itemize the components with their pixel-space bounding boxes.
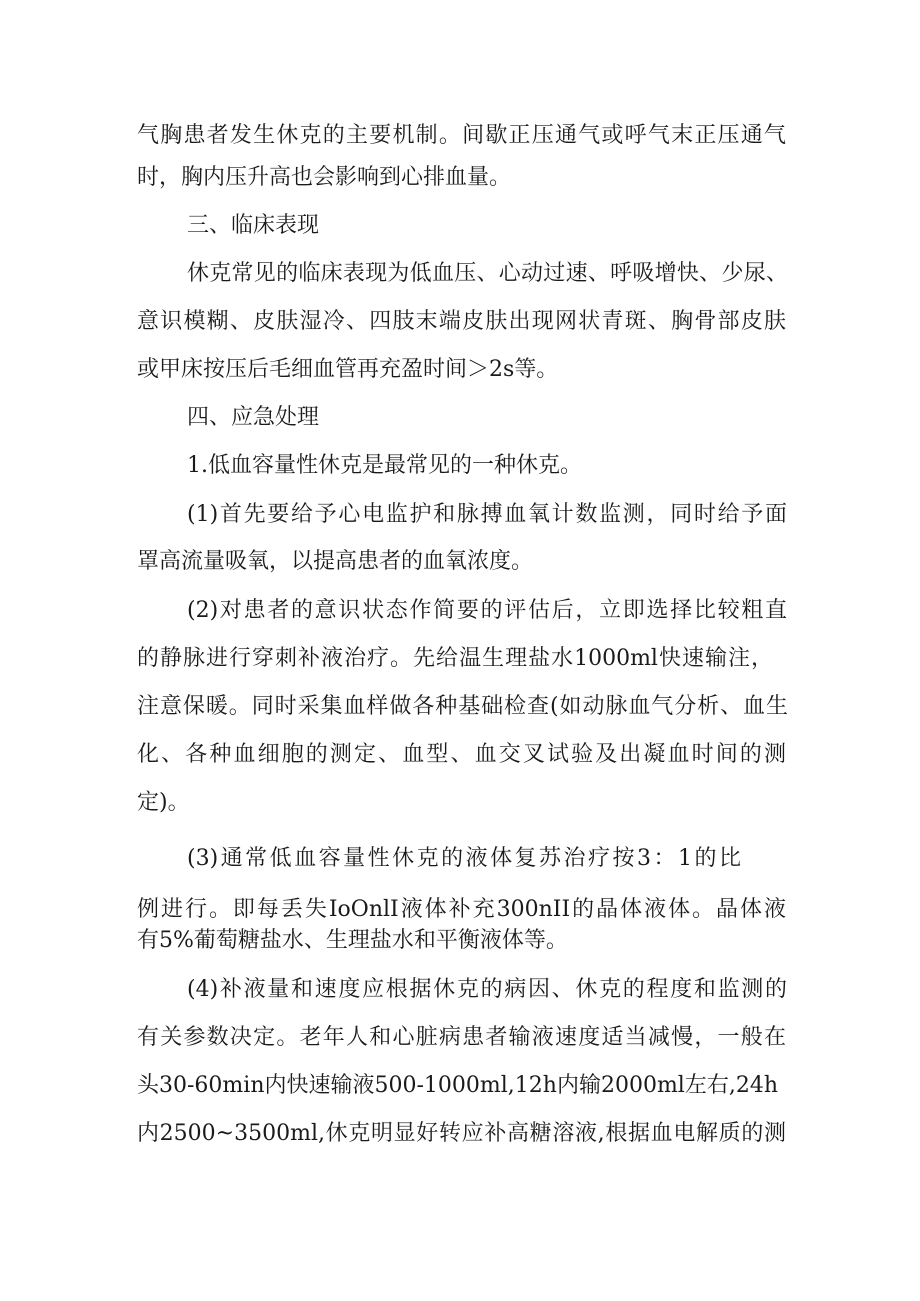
subitem-4-line-3: 头30-60min内快速输液500-1000ml,12h内输2000ml左右,24h [137, 1073, 778, 1098]
paragraph-3-line-3: 或甲床按压后毛细血管再充盈时间＞2s等。 [137, 357, 559, 382]
subitem-1-line-1: (1)首先要给予心电监护和脉搏血氧计数监测，同时给予面 [187, 502, 787, 527]
section-heading-emergency-treatment: 四、应急处理 [187, 405, 320, 430]
subitem-2-line-2: 的静脉进行穿刺补液治疗。先给温生理盐水1000ml快速输注， [137, 646, 773, 671]
subitem-2-line-3: 注意保暖。同时采集血样做各种基础检查(如动脉血气分析、血生 [137, 694, 788, 719]
subitem-2-line-5: 定)。 [137, 790, 190, 815]
subitem-2-line-1: (2)对患者的意识状态作简要的评估后，立即选择比较粗直 [187, 598, 787, 623]
subitem-3-line-2: 例进行。即每丢失IoOnlI液体补充300nII的晶体液体。晶体液 [137, 897, 786, 922]
subitem-4-line-2: 有关参数决定。老年人和心脏病患者输液速度适当减慢，一般在 [137, 1025, 786, 1050]
subitem-3-line-3: 有5%葡萄糖盐水、生理盐水和平衡液体等。 [137, 928, 568, 953]
paragraph-3-line-2: 意识模糊、皮肤湿冷、四肢末端皮肤出现网状青斑、胸骨部皮肤 [137, 309, 786, 334]
item-1-heading: 1.低血容量性休克是最常见的一种休克。 [187, 453, 582, 478]
paragraph-3-line-1: 休克常见的临床表现为低血压、心动过速、呼吸增快、少尿、 [187, 261, 788, 286]
paragraph-1-line-1: 气胸患者发生休克的主要机制。间歇正压通气或呼气末正压通气 [137, 123, 786, 148]
subitem-4-line-1: (4)补液量和速度应根据休克的病因、休克的程度和监测的 [187, 977, 787, 1002]
paragraph-1-line-2: 时，胸内压升高也会影响到心排血量。 [137, 165, 512, 190]
subitem-1-line-2: 罩高流量吸氧，以提高患者的血氧浓度。 [137, 549, 534, 574]
section-heading-clinical-manifestations: 三、临床表现 [187, 213, 320, 238]
subitem-4-line-4: 内2500~3500ml,休克明显好转应补高糖溶液,根据血电解质的测 [137, 1121, 786, 1146]
subitem-3-line-1: (3)通常低血容量性休克的液体复苏治疗按3：1的比 [187, 846, 741, 871]
subitem-2-line-4: 化、各种血细胞的测定、血型、血交叉试验及出凝血时间的测 [137, 742, 786, 767]
